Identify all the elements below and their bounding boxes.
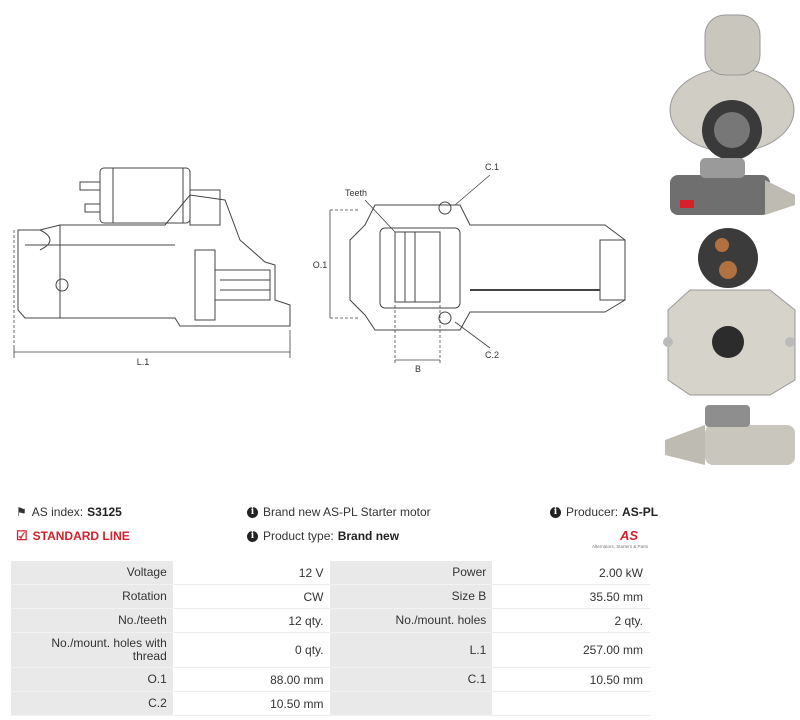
spec-key — [330, 692, 493, 716]
c2-label: C.2 — [485, 350, 500, 360]
spec-value: 2 qty. — [493, 609, 650, 633]
photo-top-view — [670, 15, 794, 160]
spec-value: 88.00 mm — [173, 668, 330, 692]
spec-key: No./mount. holes — [330, 609, 493, 633]
spec-value: 0 qty. — [173, 633, 330, 668]
as-index-label: AS index: — [31, 505, 84, 519]
standard-line-row — [16, 527, 130, 545]
spec-row — [11, 585, 650, 609]
spec-key: Power — [330, 561, 493, 585]
spec-row — [11, 609, 650, 633]
producer-row — [550, 503, 658, 521]
product-type-label: Product type: — [263, 529, 334, 543]
info-icon: i — [247, 531, 258, 542]
spec-key: O.1 — [11, 668, 174, 692]
front-view-drawing — [350, 202, 625, 330]
spec-key: No./mount. holes with thread — [11, 633, 174, 668]
l1-dimension — [14, 230, 290, 358]
spec-value: 12 V — [173, 561, 330, 585]
logo-mark: AS — [619, 528, 638, 543]
spec-key: C.1 — [330, 668, 493, 692]
spec-value: CW — [173, 585, 330, 609]
product-type-row — [247, 527, 399, 545]
product-type-value: Brand new — [337, 529, 400, 543]
spec-row — [11, 633, 650, 668]
spec-key: Voltage — [11, 561, 174, 585]
tag-icon: ⚑ — [16, 505, 27, 519]
spec-key: C.2 — [11, 692, 174, 716]
producer-value: AS-PL — [622, 505, 659, 519]
logo-subtitle: Alternators, Starters & Parts — [591, 544, 648, 549]
spec-value: 257.00 mm — [493, 633, 650, 668]
spec-value: 10.50 mm — [493, 668, 650, 692]
side-view-drawing — [18, 168, 290, 326]
o1-label: O.1 — [312, 260, 328, 270]
as-index-value: S3125 — [87, 505, 122, 519]
c1-label: C.1 — [485, 162, 500, 172]
photo-front-view — [663, 290, 795, 395]
b-label: B — [414, 364, 422, 374]
check-square-icon: ☑ — [16, 528, 28, 543]
description-row — [247, 503, 431, 521]
as-index-row — [16, 503, 122, 521]
front-dimensions — [330, 175, 490, 365]
spec-key: No./teeth — [11, 609, 174, 633]
teeth-label: Teeth — [345, 188, 368, 198]
spec-key: L.1 — [330, 633, 493, 668]
spec-row — [11, 692, 650, 716]
spec-value: 10.50 mm — [173, 692, 330, 716]
spec-value: 12 qty. — [173, 609, 330, 633]
as-pl-logo — [588, 528, 648, 554]
photo-side-view-2 — [665, 405, 795, 465]
l1-label: L.1 — [136, 357, 150, 367]
info-icon: i — [247, 507, 258, 518]
spec-row — [11, 668, 650, 692]
standard-line-label: STANDARD LINE — [32, 529, 130, 543]
spec-table — [10, 560, 650, 716]
spec-value: 35.50 mm — [493, 585, 650, 609]
description-text: Brand new AS-PL Starter motor — [263, 505, 431, 519]
info-icon: i — [550, 507, 561, 518]
photo-end-view — [698, 228, 758, 288]
spec-key: Rotation — [11, 585, 174, 609]
producer-label: Producer: — [566, 505, 619, 519]
spec-value — [493, 692, 650, 716]
spec-value: 2.00 kW — [493, 561, 650, 585]
spec-key: Size B — [330, 585, 493, 609]
photo-side-view-1 — [670, 158, 795, 215]
spec-row — [11, 561, 650, 585]
